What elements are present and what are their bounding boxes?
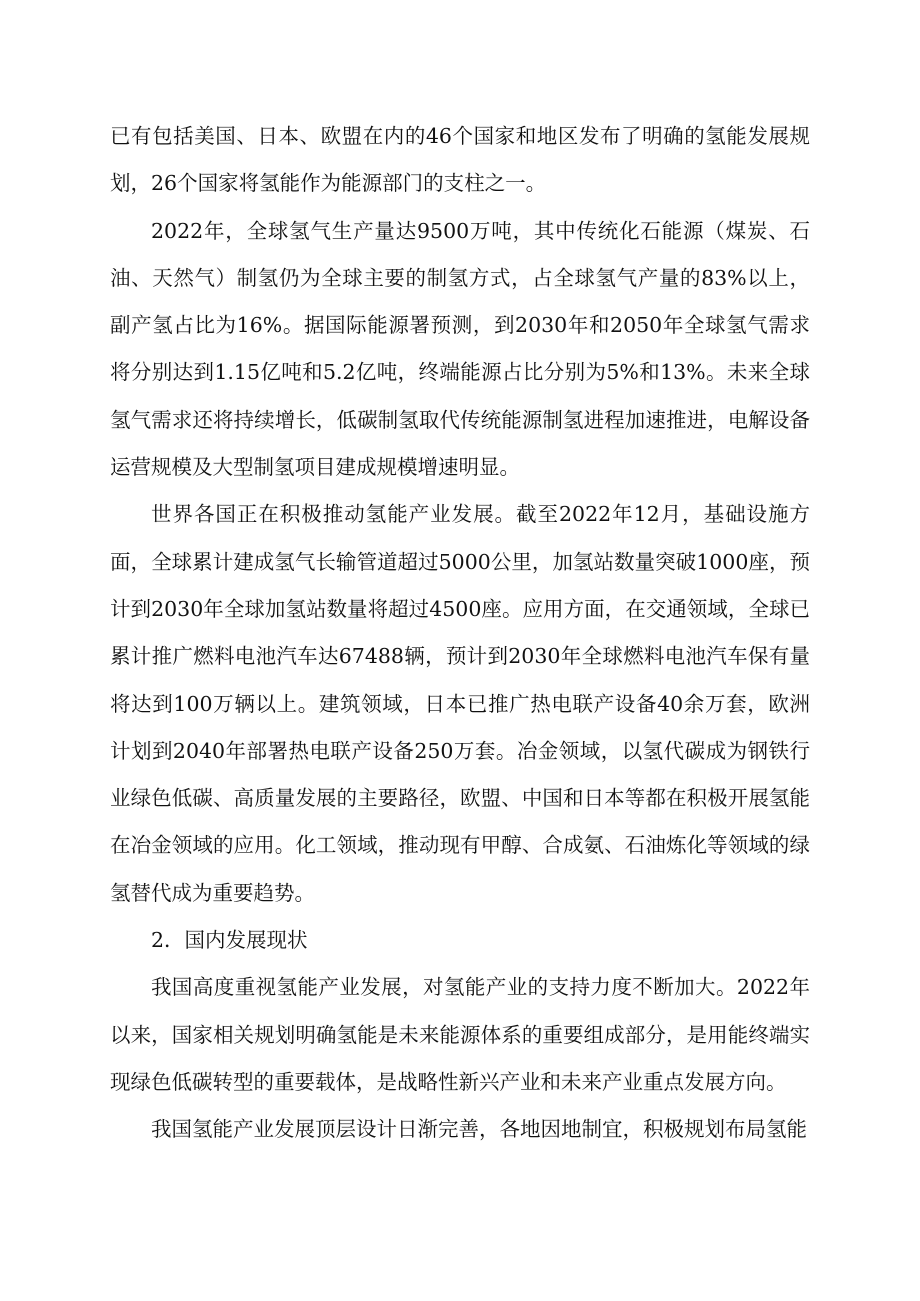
paragraph-domestic-policy: 我国高度重视氢能产业发展，对氢能产业的支持力度不断加大。2022年以来，国家相关规划明确氢能是未来能源体系的重要组成部分，是用能终端实现绿色低碳转型的重要载体，是战略性新兴产业和未来产业重点发展方向。 <box>110 975 810 1094</box>
paragraph-global-production: 2022年，全球氢气生产量达9500万吨，其中传统化石能源（煤炭、石油、天然气）制氢仍为全球主要的制氢方式，占全球氢气产量的83%以上，副产氢占比为16%。据国际能源署预测，到2030年和2050年全球氢气需求将分别达到1.15亿吨和5.2亿吨，终端能源占比分别为5%和13%。未来全球氢气需求还将持续增长，低碳制氢取代传统能源制氢进程加速推进，电解设备运营规模及大型制氢项目建成规模增速明显。 <box>110 218 810 480</box>
document-body <box>110 113 810 1154</box>
section-heading-domestic: 2．国内发展现状 <box>151 928 308 953</box>
paragraph-global-development: 世界各国正在积极推动氢能产业发展。截至2022年12月，基础设施方面，全球累计建成氢气长输管道超过5000公里，加氢站数量突破1000座，预计到2030年全球加氢站数量将超过4500座。应用方面，在交通领域，全球已累计推广燃料电池汽车达67488辆，预计到2030年全球燃料电池汽车保有量将达到100万辆以上。建筑领域，日本已推广热电联产设备40余万套，欧洲计划到2040年部署热电联产设备250万套。冶金领域，以氢代碳成为钢铁行业绿色低碳、高质量发展的主要路径，欧盟、中国和日本等都在积极开展氢能在冶金领域的应用。化工领域，推动现有甲醇、合成氨、石油炼化等领域的绿氢替代成为重要趋势。 <box>110 502 810 905</box>
paragraph-continuation: 已有包括美国、日本、欧盟在内的46个国家和地区发布了明确的氢能发展规划，26个国家将氢能作为能源部门的支柱之一。 <box>110 124 810 196</box>
paragraph-domestic-design: 我国氢能产业发展顶层设计日渐完善，各地因地制宜，积极规划布局氢能 <box>151 1117 807 1142</box>
